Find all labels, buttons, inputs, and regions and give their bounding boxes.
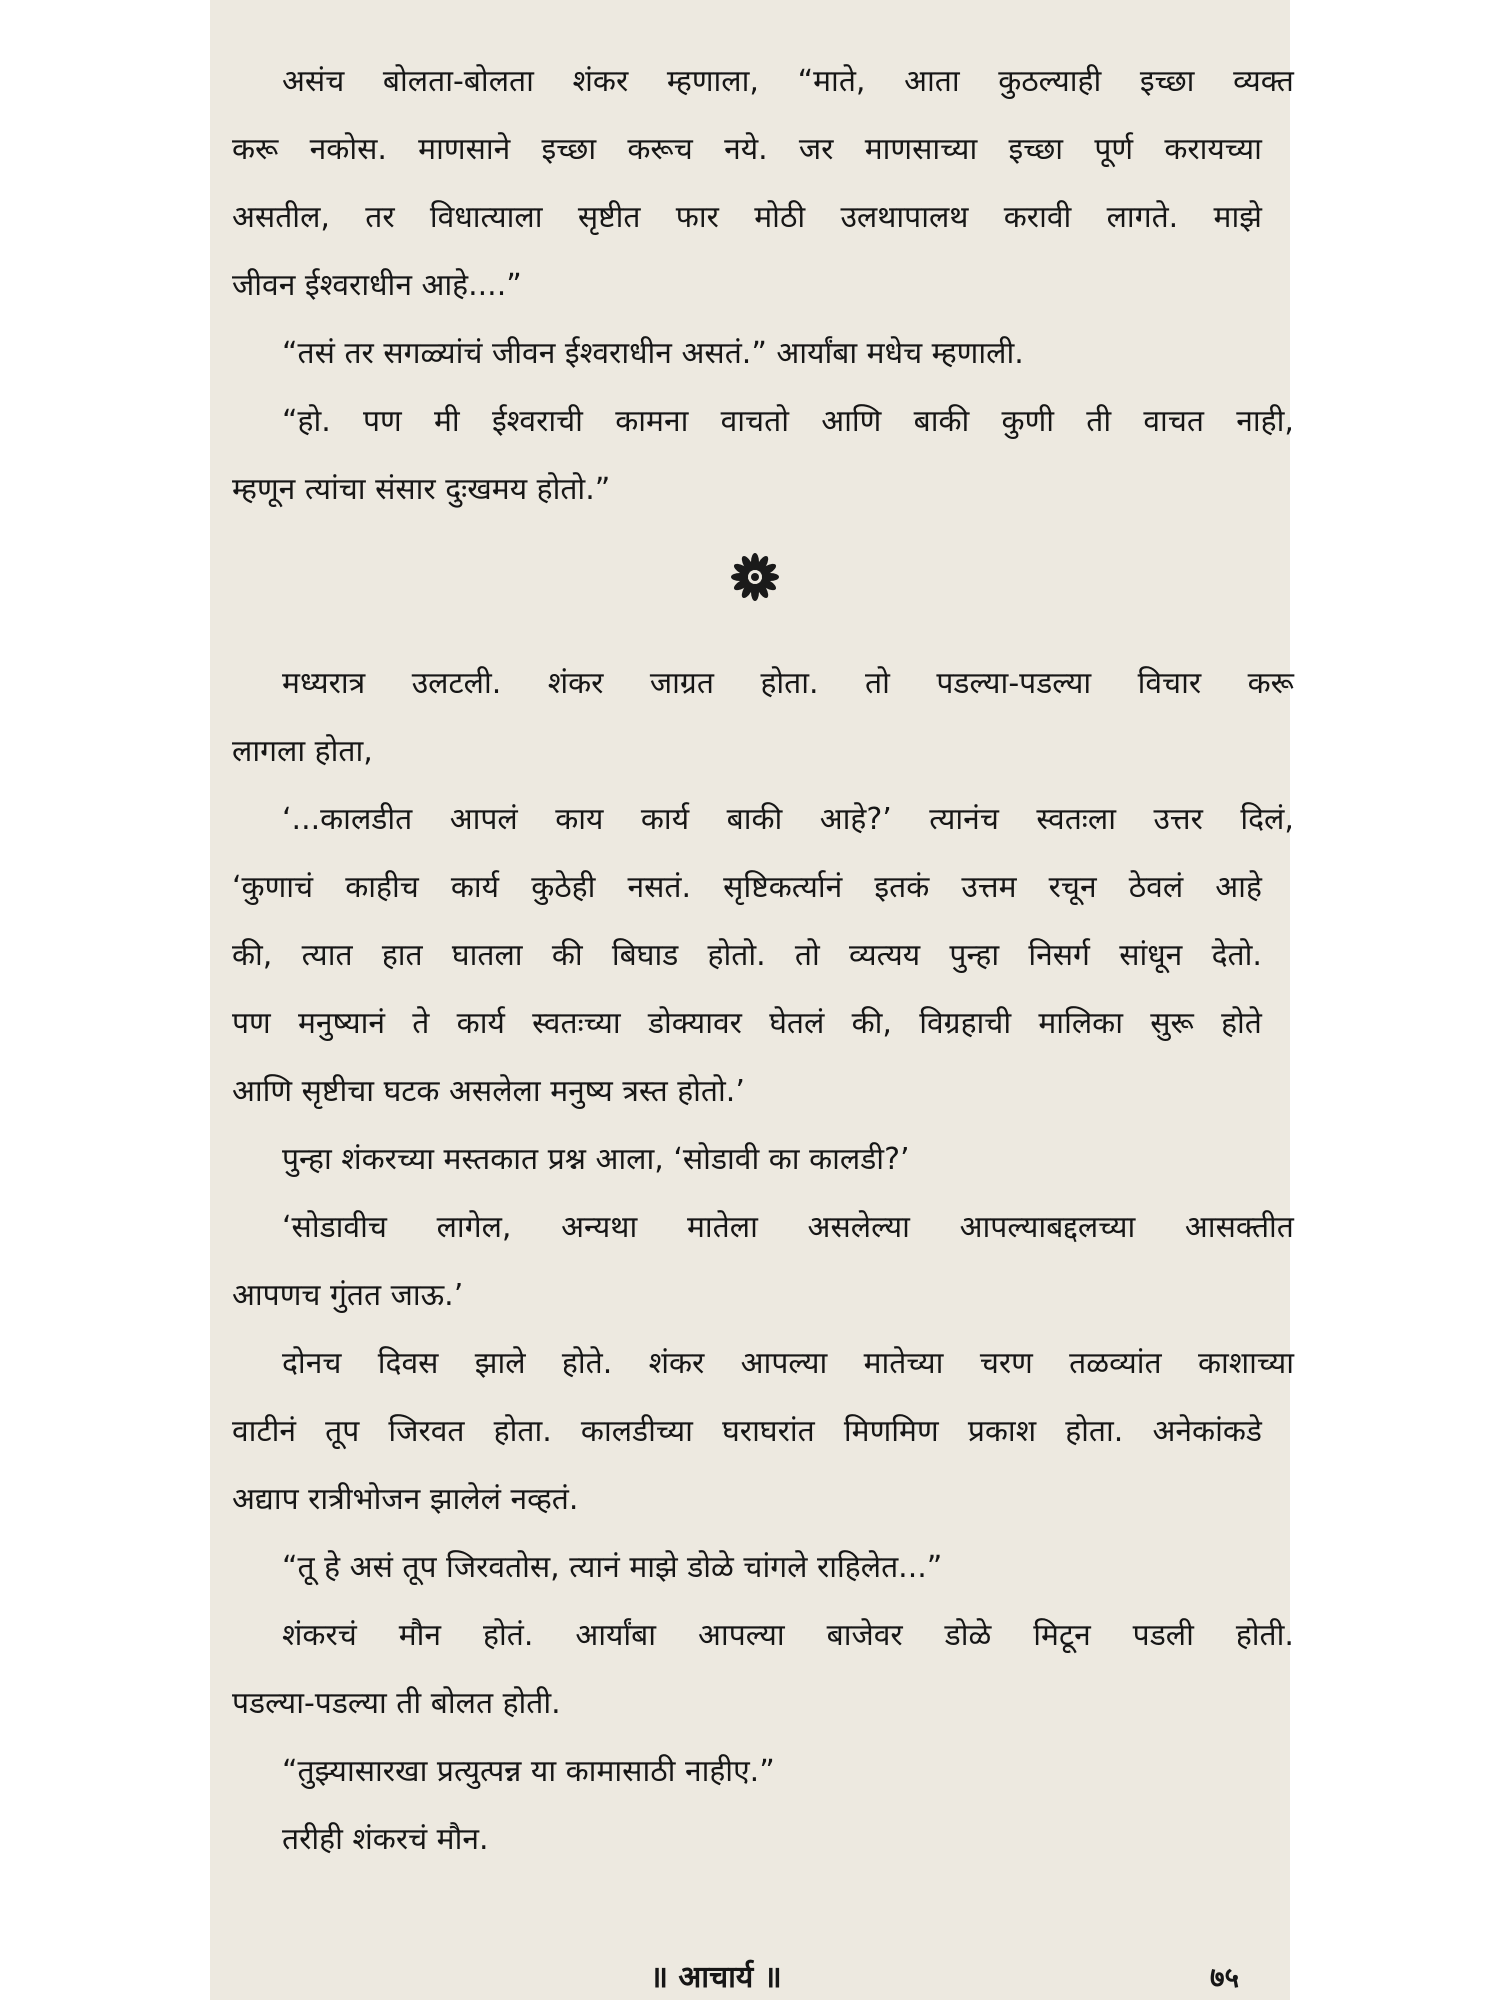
text-line: की, त्यात हात घातला की बिघाड होतो. तो व्यत्यय पुन्हा निसर्ग सांधून देतो. bbox=[232, 938, 1262, 973]
text-line: “तू हे असं तूप जिरवतोस, त्यानं माझे डोळे चांगले राहिलेत...” bbox=[282, 1550, 943, 1585]
text-line: शंकरचं मौन होतं. आर्यांबा आपल्या बाजेवर डोळे मिटून पडली होती. bbox=[282, 1618, 1294, 1653]
text-line: पडल्या-पडल्या ती बोलत होती. bbox=[232, 1686, 561, 1721]
text-line: लागला होता, bbox=[232, 734, 373, 769]
text-line: ‘कुणाचं काहीच कार्य कुठेही नसतं. सृष्टिकर्त्यानं इतकं उत्तम रचून ठेवलं आहे bbox=[232, 870, 1262, 905]
text-line: पण मनुष्यानं ते कार्य स्वतःच्या डोक्यावर घेतलं की, विग्रहाची मालिका सुरू होते bbox=[232, 1006, 1262, 1041]
text-line: ‘...कालडीत आपलं काय कार्य बाकी आहे?’ त्यानंच स्वतःला उत्तर दिलं, bbox=[282, 802, 1294, 837]
text-line: अद्याप रात्रीभोजन झालेलं नव्हतं. bbox=[232, 1482, 579, 1517]
text-line: जीवन ईश्वराधीन आहे....” bbox=[232, 268, 522, 303]
text-line: दोनच दिवस झाले होते. शंकर आपल्या मातेच्या चरण तळव्यांत काशाच्या bbox=[282, 1346, 1294, 1381]
text-line: “तसं तर सगळ्यांचं जीवन ईश्वराधीन असतं.” आर्यांबा मधेच म्हणाली. bbox=[282, 336, 1024, 371]
text-line: तरीही शंकरचं मौन. bbox=[282, 1822, 489, 1857]
text-line: करू नकोस. माणसाने इच्छा करूच नये. जर माणसाच्या इच्छा पूर्ण करायच्या bbox=[232, 132, 1262, 167]
text-line: म्हणून त्यांचा संसार दुःखमय होतो.” bbox=[232, 472, 611, 507]
text-line: पुन्हा शंकरच्या मस्तकात प्रश्न आला, ‘सोडावी का कालडी?’ bbox=[282, 1142, 910, 1177]
text-line: आपणच गुंतत जाऊ.’ bbox=[232, 1278, 464, 1313]
text-line: असंच बोलता-बोलता शंकर म्हणाला, “माते, आता कुठल्याही इच्छा व्यक्त bbox=[282, 64, 1294, 99]
text-line: ‘सोडावीच लागेल, अन्यथा मातेला असलेल्या आपल्याबद्दलच्या आसक्तीत bbox=[282, 1210, 1294, 1245]
text-line: “तुझ्यासारखा प्रत्युत्पन्न या कामासाठी नाहीए.” bbox=[282, 1754, 775, 1789]
flower-ornament-icon bbox=[730, 552, 780, 602]
text-line: मध्यरात्र उलटली. शंकर जाग्रत होता. तो पडल्या-पडल्या विचार करू bbox=[282, 666, 1294, 701]
text-line: असतील, तर विधात्याला सृष्टीत फार मोठी उलथापालथ करावी लागते. माझे bbox=[232, 200, 1262, 235]
book-page bbox=[210, 0, 1294, 2000]
text-line: “हो. पण मी ईश्वराची कामना वाचतो आणि बाकी कुणी ती वाचत नाही, bbox=[282, 404, 1294, 439]
book-title: ॥ आचार्य ॥ bbox=[650, 1960, 782, 1995]
text-line: आणि सृष्टीचा घटक असलेला मनुष्य त्रस्त होतो.’ bbox=[232, 1074, 745, 1109]
text-line: वाटीनं तूप जिरवत होता. कालडीच्या घराघरांत मिणमिण प्रकाश होता. अनेकांकडे bbox=[232, 1414, 1262, 1449]
page-number: ७५ bbox=[1210, 1961, 1240, 1994]
